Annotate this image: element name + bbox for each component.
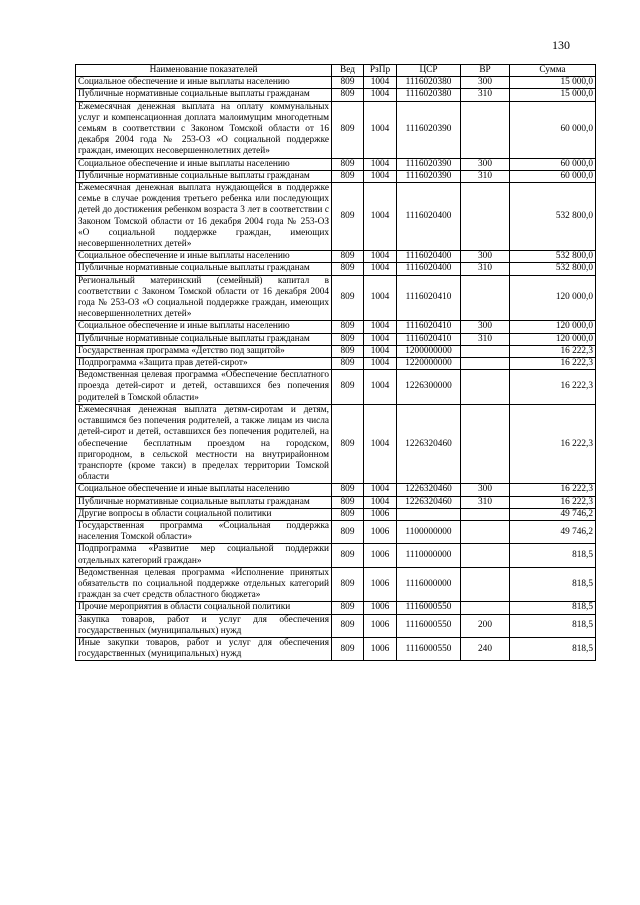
table-row: [76, 520, 596, 543]
table-row: [76, 263, 596, 275]
cell-name: Публичные нормативные социальные выплаты гражданам: [76, 333, 332, 345]
cell-ved: 809: [332, 170, 364, 182]
cell-csr: 1200000000: [397, 345, 461, 357]
cell-sum: 16 222,3: [510, 484, 596, 496]
cell-vr: [461, 345, 510, 357]
cell-name: Закупка товаров, работ и услуг для обеспечения государственных (муниципальных) нужд: [76, 614, 332, 637]
cell-name: Публичные нормативные социальные выплаты гражданам: [76, 170, 332, 182]
cell-sum: 16 222,3: [510, 370, 596, 405]
cell-name: Ежемесячная денежная выплата нуждающейся в поддержке семье в случае рождения третьего ребенка или последующих детей до достижения ребенком возраста 3 лет в соответствии с Законом Томской области от 16 декабря 2004 года № 253-ОЗ «О социальной поддержке граждан, имеющих несовершеннолетних детей»: [76, 183, 332, 251]
table-row: [76, 89, 596, 101]
budget-table: [75, 64, 596, 661]
cell-csr: 1116000550: [397, 637, 461, 660]
cell-name: Подпрограмма «Защита прав детей-сирот»: [76, 358, 332, 370]
cell-vr: [461, 370, 510, 405]
cell-rzpr: 1004: [364, 496, 397, 508]
cell-vr: 310: [461, 333, 510, 345]
cell-ved: 809: [332, 567, 364, 602]
cell-name: Региональный материнский (семейный) капитал в соответствии с Законом Томской области от 16 декабря 2004 года № 253-ОЗ «О социальной поддержке граждан, имеющих несовершеннолетних детей»: [76, 275, 332, 321]
cell-ved: 809: [332, 251, 364, 263]
cell-csr: 1116020380: [397, 77, 461, 89]
table-row: [76, 321, 596, 333]
cell-rzpr: 1004: [364, 263, 397, 275]
table-row: [76, 567, 596, 602]
cell-csr: 1226320460: [397, 496, 461, 508]
cell-name: Государственная программа «Социальная поддержка населения Томской области»: [76, 520, 332, 543]
cell-rzpr: 1004: [364, 345, 397, 357]
cell-sum: 532 800,0: [510, 251, 596, 263]
cell-vr: 300: [461, 158, 510, 170]
cell-csr: [397, 508, 461, 520]
table-row: [76, 345, 596, 357]
cell-rzpr: 1004: [364, 404, 397, 483]
cell-ved: 809: [332, 77, 364, 89]
cell-sum: 16 222,3: [510, 496, 596, 508]
cell-vr: [461, 358, 510, 370]
cell-rzpr: 1006: [364, 520, 397, 543]
cell-name: Ведомственная целевая программа «Обеспечение бесплатного проезда детей-сирот и детей, оставшихся без попечения родителей в Томской области»: [76, 370, 332, 405]
table-body: [76, 77, 596, 661]
cell-ved: 809: [332, 89, 364, 101]
cell-rzpr: 1006: [364, 544, 397, 567]
cell-csr: 1116020380: [397, 89, 461, 101]
cell-name: Подпрограмма «Развитие мер социальной поддержки отдельных категорий граждан»: [76, 544, 332, 567]
cell-vr: [461, 544, 510, 567]
cell-rzpr: 1006: [364, 602, 397, 614]
table-row: [76, 251, 596, 263]
cell-ved: 809: [332, 321, 364, 333]
cell-vr: 240: [461, 637, 510, 660]
cell-sum: 49 746,2: [510, 520, 596, 543]
cell-sum: 120 000,0: [510, 321, 596, 333]
cell-csr: 1116000000: [397, 567, 461, 602]
cell-ved: 809: [332, 358, 364, 370]
cell-vr: 300: [461, 77, 510, 89]
header-ved: Вед: [332, 65, 364, 77]
cell-name: Прочие мероприятия в области социальной политики: [76, 602, 332, 614]
table-row: [76, 404, 596, 483]
cell-name: Публичные нормативные социальные выплаты гражданам: [76, 496, 332, 508]
cell-csr: 1220000000: [397, 358, 461, 370]
table-row: [76, 370, 596, 405]
cell-ved: 809: [332, 508, 364, 520]
cell-ved: 809: [332, 370, 364, 405]
cell-rzpr: 1004: [364, 89, 397, 101]
cell-vr: [461, 404, 510, 483]
table-row: [76, 602, 596, 614]
header-rzpr: РзПр: [364, 65, 397, 77]
cell-vr: 300: [461, 251, 510, 263]
cell-sum: 818,5: [510, 602, 596, 614]
header-csr: ЦСР: [397, 65, 461, 77]
cell-rzpr: 1006: [364, 508, 397, 520]
cell-rzpr: 1006: [364, 567, 397, 602]
table-row: [76, 496, 596, 508]
cell-ved: 809: [332, 404, 364, 483]
cell-name: Социальное обеспечение и иные выплаты населению: [76, 158, 332, 170]
cell-name: Социальное обеспечение и иные выплаты населению: [76, 484, 332, 496]
cell-name: Ведомственная целевая программа «Исполнение принятых обязательств по социальной поддержке отдельных категорий граждан за счет средств областного бюджета»: [76, 567, 332, 602]
table-row: [76, 637, 596, 660]
cell-ved: 809: [332, 544, 364, 567]
cell-sum: 60 000,0: [510, 158, 596, 170]
cell-csr: 1110000000: [397, 544, 461, 567]
cell-vr: [461, 275, 510, 321]
cell-csr: 1116020410: [397, 321, 461, 333]
table-header: [76, 65, 596, 77]
cell-sum: 49 746,2: [510, 508, 596, 520]
cell-rzpr: 1004: [364, 251, 397, 263]
table-row: [76, 158, 596, 170]
cell-csr: 1116020400: [397, 183, 461, 251]
cell-ved: 809: [332, 333, 364, 345]
cell-ved: 809: [332, 637, 364, 660]
cell-rzpr: 1004: [364, 101, 397, 158]
cell-ved: 809: [332, 345, 364, 357]
cell-csr: 1116020390: [397, 170, 461, 182]
cell-sum: 818,5: [510, 637, 596, 660]
cell-ved: 809: [332, 263, 364, 275]
cell-sum: 15 000,0: [510, 77, 596, 89]
table-row: [76, 275, 596, 321]
cell-rzpr: 1006: [364, 614, 397, 637]
cell-rzpr: 1006: [364, 637, 397, 660]
cell-csr: 1116020410: [397, 275, 461, 321]
cell-name: Социальное обеспечение и иные выплаты населению: [76, 321, 332, 333]
cell-csr: 1116020390: [397, 158, 461, 170]
cell-ved: 809: [332, 614, 364, 637]
cell-csr: 1226320460: [397, 484, 461, 496]
cell-sum: 818,5: [510, 544, 596, 567]
cell-ved: 809: [332, 602, 364, 614]
cell-rzpr: 1004: [364, 170, 397, 182]
cell-vr: 300: [461, 484, 510, 496]
cell-vr: 200: [461, 614, 510, 637]
cell-name: Государственная программа «Детство под защитой»: [76, 345, 332, 357]
cell-rzpr: 1004: [364, 333, 397, 345]
cell-vr: 300: [461, 321, 510, 333]
table-row: [76, 170, 596, 182]
cell-rzpr: 1004: [364, 484, 397, 496]
cell-name: Публичные нормативные социальные выплаты гражданам: [76, 263, 332, 275]
cell-vr: [461, 101, 510, 158]
cell-csr: 1226300000: [397, 370, 461, 405]
table-row: [76, 77, 596, 89]
cell-rzpr: 1004: [364, 77, 397, 89]
cell-csr: 1116020390: [397, 101, 461, 158]
cell-vr: 310: [461, 496, 510, 508]
cell-vr: [461, 602, 510, 614]
cell-name: Социальное обеспечение и иные выплаты населению: [76, 251, 332, 263]
cell-name: Социальное обеспечение и иные выплаты населению: [76, 77, 332, 89]
cell-ved: 809: [332, 520, 364, 543]
table-row: [76, 484, 596, 496]
cell-sum: 60 000,0: [510, 170, 596, 182]
cell-sum: 16 222,3: [510, 404, 596, 483]
table-row: [76, 358, 596, 370]
cell-name: Ежемесячная денежная выплата детям-сиротам и детям, оставшимся без попечения родителей, а также лицам из числа детей-сирот и детей, оставшихся без попечения родителей, на обеспечение бесплатным проездом на городском, пригородном, в сельской местности на внутрирайонном транспорте (кроме такси) в пределах территории Томской области: [76, 404, 332, 483]
cell-rzpr: 1004: [364, 183, 397, 251]
table-row: [76, 101, 596, 158]
page-number: 130: [552, 38, 570, 52]
cell-ved: 809: [332, 158, 364, 170]
cell-vr: 310: [461, 89, 510, 101]
cell-name: Другие вопросы в области социальной политики: [76, 508, 332, 520]
cell-csr: 1100000000: [397, 520, 461, 543]
cell-sum: 60 000,0: [510, 101, 596, 158]
cell-rzpr: 1004: [364, 158, 397, 170]
cell-sum: 818,5: [510, 567, 596, 602]
table-row: [76, 508, 596, 520]
cell-csr: 1116000550: [397, 614, 461, 637]
cell-vr: 310: [461, 263, 510, 275]
cell-rzpr: 1004: [364, 370, 397, 405]
cell-ved: 809: [332, 101, 364, 158]
cell-vr: [461, 183, 510, 251]
cell-rzpr: 1004: [364, 321, 397, 333]
cell-sum: 532 800,0: [510, 263, 596, 275]
cell-csr: 1116020410: [397, 333, 461, 345]
cell-sum: 818,5: [510, 614, 596, 637]
cell-rzpr: 1004: [364, 275, 397, 321]
table-row: [76, 544, 596, 567]
cell-csr: 1116020400: [397, 263, 461, 275]
cell-name: Ежемесячная денежная выплата на оплату коммунальных услуг и компенсационная доплата малоимущим многодетным семьям в соответствии с Законом Томской области от 16 декабря 2004 года № 253-ОЗ «О социальной поддержке граждан, имеющих несовершеннолетних детей»: [76, 101, 332, 158]
cell-ved: 809: [332, 183, 364, 251]
cell-vr: 310: [461, 170, 510, 182]
table-row: [76, 614, 596, 637]
cell-csr: 1116020400: [397, 251, 461, 263]
cell-ved: 809: [332, 484, 364, 496]
cell-rzpr: 1004: [364, 358, 397, 370]
header-vr: ВР: [461, 65, 510, 77]
cell-csr: 1116000550: [397, 602, 461, 614]
cell-csr: 1226320460: [397, 404, 461, 483]
header-row: [76, 65, 596, 77]
cell-vr: [461, 567, 510, 602]
header-sum: Сумма: [510, 65, 596, 77]
cell-sum: 120 000,0: [510, 275, 596, 321]
cell-vr: [461, 508, 510, 520]
cell-sum: 15 000,0: [510, 89, 596, 101]
table-row: [76, 183, 596, 251]
table-row: [76, 333, 596, 345]
cell-name: Иные закупки товаров, работ и услуг для обеспечения государственных (муниципальных) нужд: [76, 637, 332, 660]
header-name: Наименование показателей: [76, 65, 332, 77]
cell-name: Публичные нормативные социальные выплаты гражданам: [76, 89, 332, 101]
cell-sum: 16 222,3: [510, 358, 596, 370]
cell-ved: 809: [332, 496, 364, 508]
cell-sum: 16 222,3: [510, 345, 596, 357]
cell-sum: 120 000,0: [510, 333, 596, 345]
cell-sum: 532 800,0: [510, 183, 596, 251]
cell-vr: [461, 520, 510, 543]
cell-ved: 809: [332, 275, 364, 321]
